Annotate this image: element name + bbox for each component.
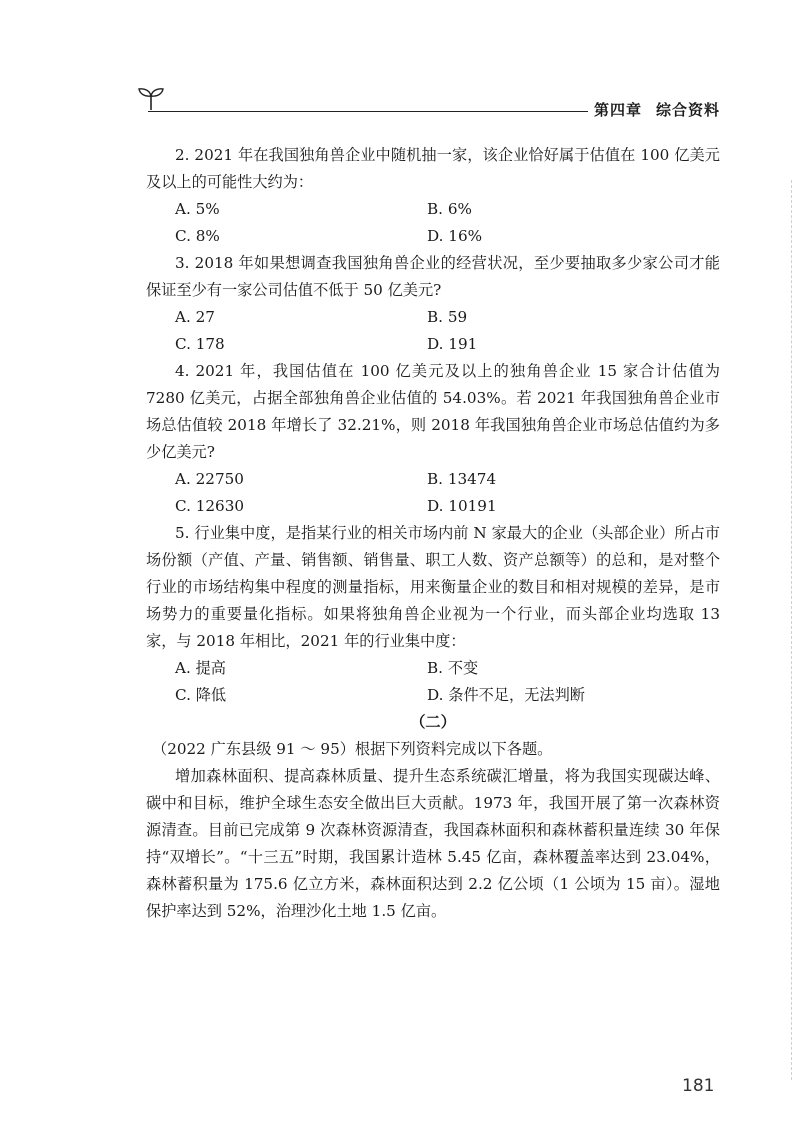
question-2-options-row-2 [146,223,720,250]
option-c[interactable]: C. 12630 [175,497,245,515]
option-b[interactable]: B. 不变 [427,659,479,677]
question-5-options-row-1 [146,655,720,682]
option-d[interactable]: D. 条件不足，无法判断 [427,686,585,704]
section-label: 综合资料 [655,101,720,119]
page-content [146,142,720,925]
section-heading: （二） [410,713,456,731]
question-3-stem: 3. 2018 年如果想调查我国独角兽企业的经营状况，至少要抽取多少家公司才能保证至少有一家公司估值不低于 50 亿美元? [146,254,720,299]
scan-edge-mark [790,180,792,1080]
question-5-options-row-2 [146,682,720,709]
question-5-stem: 5. 行业集中度，是指某行业的相关市场内前 N 家最大的企业（头部企业）所占市场份额（产值、产量、销售额、销售量、职工人数、资产总额等）的总和，是对整个行业的市场结构集中程度的测量指标，用来衡量企业的数目和相对规模的差异，是市场势力的重要量化指标。如果将独角兽企业视为一个行业，而头部企业均选取 13 家，与 2018 年相比，2021 年的行业集中度： [146,524,720,650]
reading-passage: 增加森林面积、提高森林质量、提升生态系统碳汇增量，将为我国实现碳达峰、碳中和目标，维护全球生态安全做出巨大贡献。1973 年，我国开展了第一次森林资源清查。目前已完成第 9 次森林资源清查，我国森林面积和森林蓄积量连续 30 年保持“双增长”。“十三五”时期，我国累计造林 5.45 亿亩，森林覆盖率达到 23.04%，森林蓄积量为 175.6 亿立方米，森林面积达到 2.2 亿公顷（1 公顷为 15 亩）。湿地保护率达到 52%，治理沙化土地 1.5 亿亩。 [146,767,720,920]
option-a[interactable]: A. 5% [175,200,220,218]
question-4-options-row-1 [146,466,720,493]
header-rule [148,111,588,112]
option-c[interactable]: C. 降低 [175,686,227,704]
question-2-stem: 2. 2021 年在我国独角兽企业中随机抽一家，该企业恰好属于估值在 100 亿美元及以上的可能性大约为： [146,146,720,191]
question-3-options-row-1 [146,304,720,331]
question-3-options-row-2 [146,331,720,358]
question-2-options-row-1 [146,196,720,223]
question-4-options-row-2 [146,493,720,520]
option-c[interactable]: C. 8% [175,227,220,245]
option-b[interactable]: B. 6% [427,200,472,218]
option-c[interactable]: C. 178 [175,335,225,353]
option-d[interactable]: D. 16% [427,227,483,245]
option-b[interactable]: B. 13474 [427,470,497,488]
section-intro: （2022 广东县级 91 ～ 95）根据下列资料完成以下各题。 [152,740,553,758]
page-number: 181 [682,1076,715,1096]
sprout-logo-icon [136,84,166,118]
question-4-stem: 4. 2021 年，我国估值在 100 亿美元及以上的独角兽企业 15 家合计估值为 7280 亿美元，占据全部独角兽企业估值的 54.03%。若 2021 年我国独角兽企业市场总估值较 2018 年增长了 32.21%，则 2018 年我国独角兽企业市场总估值约为多少亿美元? [146,362,720,461]
option-a[interactable]: A. 27 [175,308,215,326]
option-b[interactable]: B. 59 [427,308,468,326]
option-a[interactable]: A. 22750 [175,470,244,488]
chapter-label: 第四章 [593,101,642,119]
option-a[interactable]: A. 提高 [175,659,226,677]
option-d[interactable]: D. 10191 [427,497,497,515]
option-d[interactable]: D. 191 [427,335,478,353]
running-header [580,99,720,120]
